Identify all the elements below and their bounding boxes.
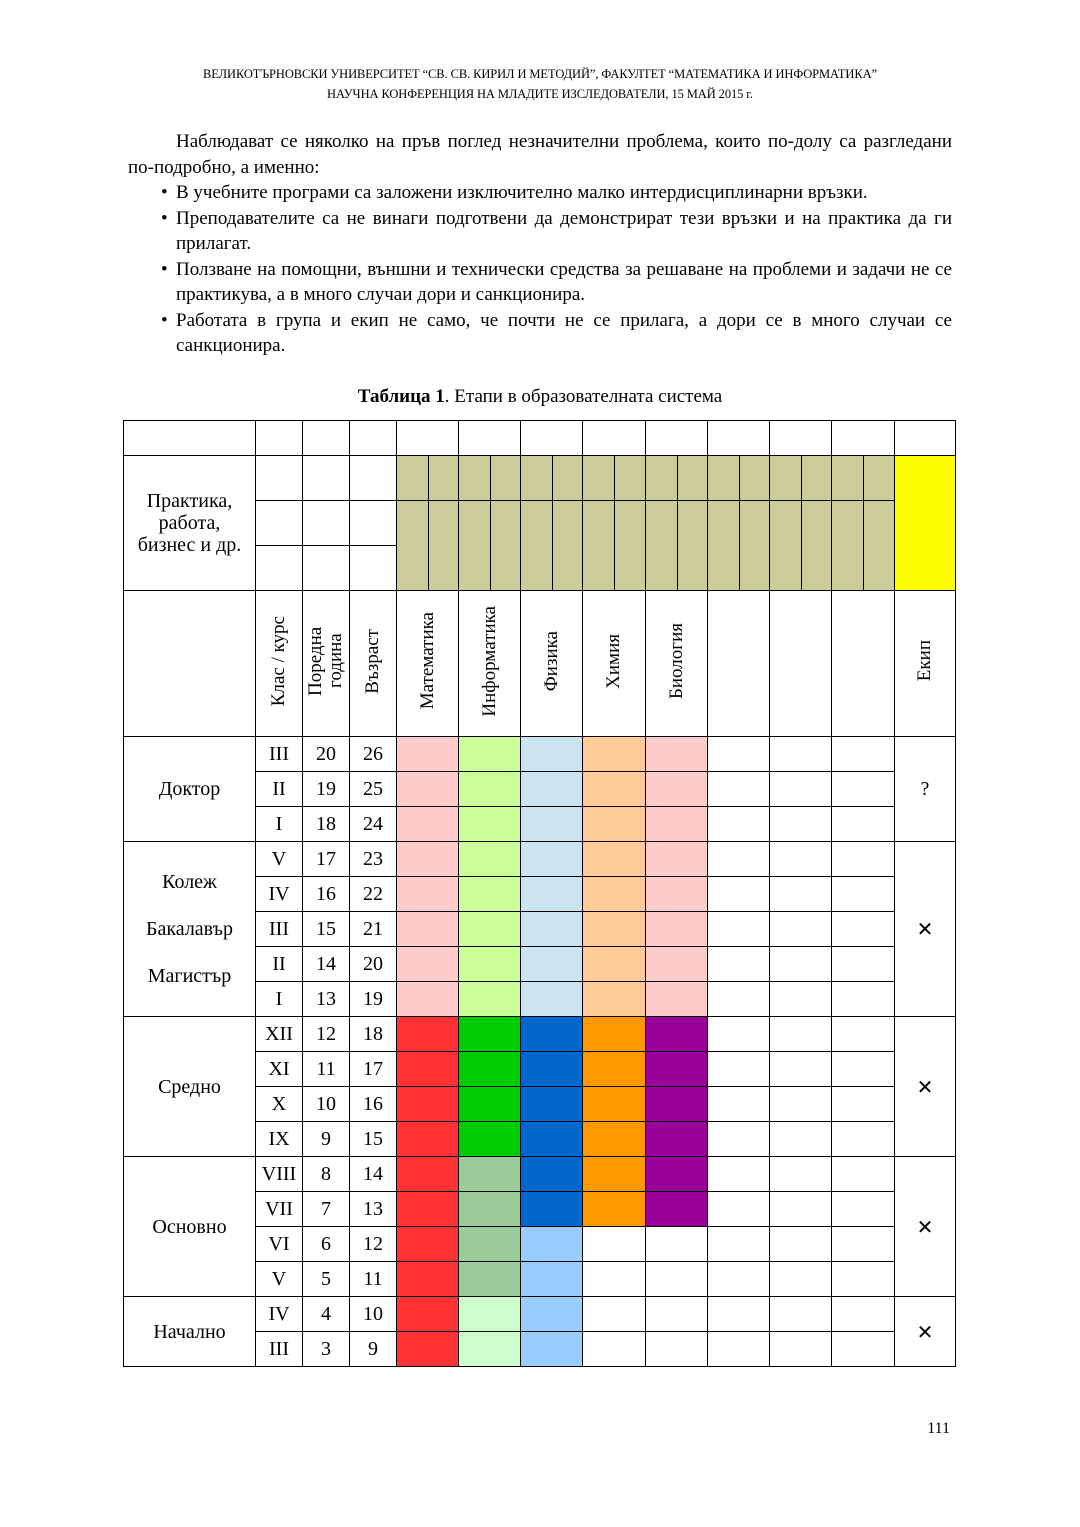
empty-cell (832, 807, 895, 842)
math-cell (397, 842, 459, 877)
practice-label: Практика, работа, бизнес и др. (124, 456, 256, 591)
problem-list (128, 180, 952, 359)
list-item: • Преподавателите са не винаги подготвени да демонстрират тези връзки и на практика да ги прилагат. (128, 206, 952, 257)
empty-cell (770, 772, 832, 807)
year-cell: 15 (303, 912, 350, 947)
year-cell: 16 (303, 877, 350, 912)
header-year: Поредна година (303, 591, 350, 737)
empty-cell (832, 1262, 895, 1297)
empty-cell (708, 1227, 770, 1262)
table-row (124, 456, 956, 501)
year-cell: 19 (303, 772, 350, 807)
informatics-cell (459, 877, 521, 912)
empty-cell (832, 737, 895, 772)
empty-cell (832, 947, 895, 982)
level-doctor: Доктор (124, 737, 256, 842)
empty-cell (708, 1297, 770, 1332)
informatics-cell (459, 1157, 521, 1192)
physics-cell (521, 1122, 583, 1157)
empty-cell (708, 912, 770, 947)
empty-cell (770, 1052, 832, 1087)
table-row (124, 737, 956, 772)
class-cell: VII (256, 1192, 303, 1227)
empty-cell (708, 772, 770, 807)
chemistry-cell (583, 737, 646, 772)
empty-cell (770, 1157, 832, 1192)
informatics-cell (459, 1297, 521, 1332)
year-cell: 9 (303, 1122, 350, 1157)
informatics-cell (459, 1087, 521, 1122)
list-item: • Ползване на помощни, външни и технически средства за решаване на проблеми и задачи не се практикува, а в много случаи дори и санкционира. (128, 257, 952, 308)
empty-cell (832, 1192, 895, 1227)
informatics-cell (459, 772, 521, 807)
empty-cell (770, 1017, 832, 1052)
physics-cell (521, 1052, 583, 1087)
empty-cell (770, 912, 832, 947)
empty-cell (832, 1017, 895, 1052)
physics-cell (521, 982, 583, 1017)
chemistry-cell (583, 1262, 646, 1297)
empty-cell (770, 1122, 832, 1157)
biology-cell (646, 1262, 708, 1297)
physics-cell (521, 1157, 583, 1192)
informatics-cell (459, 1122, 521, 1157)
year-cell: 12 (303, 1017, 350, 1052)
empty-cell (770, 982, 832, 1017)
biology-cell (646, 842, 708, 877)
class-cell: III (256, 912, 303, 947)
age-cell: 12 (350, 1227, 397, 1262)
chemistry-cell (583, 1227, 646, 1262)
biology-cell (646, 912, 708, 947)
class-cell: II (256, 947, 303, 982)
biology-cell (646, 1227, 708, 1262)
physics-cell (521, 1087, 583, 1122)
informatics-cell (459, 1227, 521, 1262)
year-cell: 8 (303, 1157, 350, 1192)
age-cell: 22 (350, 877, 397, 912)
level-basic: Основно (124, 1157, 256, 1297)
empty-cell (832, 1052, 895, 1087)
chemistry-cell (583, 912, 646, 947)
table-row (124, 842, 956, 877)
physics-cell (521, 807, 583, 842)
year-cell: 13 (303, 982, 350, 1017)
biology-cell (646, 1157, 708, 1192)
chemistry-cell (583, 1017, 646, 1052)
year-cell: 18 (303, 807, 350, 842)
cross-icon: ✕ (895, 1157, 956, 1297)
math-cell (397, 1192, 459, 1227)
class-cell: X (256, 1087, 303, 1122)
cross-icon: ✕ (895, 1297, 956, 1367)
header-team: Екип (895, 591, 956, 737)
biology-cell (646, 1192, 708, 1227)
list-item: • В учебните програми са заложени изключително малко интердисциплинарни връзки. (128, 180, 952, 206)
page-number: 111 (927, 1420, 950, 1437)
team-practice-cell (895, 456, 956, 591)
year-cell: 10 (303, 1087, 350, 1122)
chemistry-cell (583, 1192, 646, 1227)
age-cell: 18 (350, 1017, 397, 1052)
physics-cell (521, 947, 583, 982)
empty-cell (770, 1087, 832, 1122)
age-cell: 10 (350, 1297, 397, 1332)
informatics-cell (459, 982, 521, 1017)
table-header-row (124, 591, 956, 737)
list-item: • Работата в група и екип не само, че почти не се прилага, а дори се в много случаи се санкционира. (128, 308, 952, 359)
biology-cell (646, 772, 708, 807)
age-cell: 9 (350, 1332, 397, 1367)
age-cell: 13 (350, 1192, 397, 1227)
empty-cell (770, 842, 832, 877)
math-cell (397, 807, 459, 842)
informatics-cell (459, 737, 521, 772)
year-cell: 11 (303, 1052, 350, 1087)
informatics-cell (459, 947, 521, 982)
class-cell: IV (256, 1297, 303, 1332)
level-label-bachelor: Бакалавър (146, 918, 233, 940)
class-cell: VI (256, 1227, 303, 1262)
caption-text: . Етапи в образователната система (444, 386, 723, 407)
biology-cell (646, 1122, 708, 1157)
empty-cell (832, 877, 895, 912)
empty-cell (708, 807, 770, 842)
question-mark: ? (895, 737, 956, 842)
header-math: Математика (397, 591, 459, 737)
physics-cell (521, 1297, 583, 1332)
header-class: Клас / курс (256, 591, 303, 737)
body-text (128, 129, 952, 359)
informatics-cell (459, 912, 521, 947)
age-cell: 20 (350, 947, 397, 982)
math-cell (397, 1122, 459, 1157)
informatics-cell (459, 1262, 521, 1297)
intro-paragraph: Наблюдават се няколко на пръв поглед незначителни проблема, които по-долу са разгледани по-подробно, а именно: (128, 131, 952, 178)
chemistry-cell (583, 1087, 646, 1122)
header-age: Възраст (350, 591, 397, 737)
class-cell: XII (256, 1017, 303, 1052)
empty-cell (708, 737, 770, 772)
year-cell: 5 (303, 1262, 350, 1297)
informatics-cell (459, 842, 521, 877)
class-cell: XI (256, 1052, 303, 1087)
year-cell: 17 (303, 842, 350, 877)
empty-cell (832, 842, 895, 877)
physics-cell (521, 772, 583, 807)
header-biology: Биология (646, 591, 708, 737)
class-cell: III (256, 737, 303, 772)
empty-cell (832, 1122, 895, 1157)
age-cell: 23 (350, 842, 397, 877)
empty-cell (770, 1297, 832, 1332)
empty-cell (770, 1262, 832, 1297)
age-cell: 15 (350, 1122, 397, 1157)
math-cell (397, 982, 459, 1017)
math-cell (397, 737, 459, 772)
header-physics: Физика (521, 591, 583, 737)
physics-cell (521, 912, 583, 947)
chemistry-cell (583, 877, 646, 912)
empty-cell (708, 1262, 770, 1297)
class-cell: III (256, 1332, 303, 1367)
class-cell: IX (256, 1122, 303, 1157)
class-cell: V (256, 1262, 303, 1297)
empty-cell (832, 1087, 895, 1122)
biology-cell (646, 1052, 708, 1087)
chemistry-cell (583, 807, 646, 842)
empty-cell (832, 982, 895, 1017)
empty-cell (770, 1332, 832, 1367)
empty-cell (832, 1297, 895, 1332)
age-cell: 19 (350, 982, 397, 1017)
informatics-cell (459, 807, 521, 842)
physics-cell (521, 1227, 583, 1262)
biology-cell (646, 877, 708, 912)
math-cell (397, 1052, 459, 1087)
chemistry-cell (583, 947, 646, 982)
empty-cell (770, 737, 832, 772)
empty-cell (708, 1122, 770, 1157)
chemistry-cell (583, 772, 646, 807)
year-cell: 7 (303, 1192, 350, 1227)
informatics-cell (459, 1332, 521, 1367)
header-line-1: ВЕЛИКОТЪРНОВСКИ УНИВЕРСИТЕТ “СВ. СВ. КИРИЛ И МЕТОДИЙ”, ФАКУЛТЕТ “МАТЕМАТИКА И ИНФОРМАТИКА” (203, 67, 877, 81)
physics-cell (521, 1262, 583, 1297)
math-cell (397, 1227, 459, 1262)
math-cell (397, 912, 459, 947)
empty-cell (832, 1157, 895, 1192)
math-cell (397, 1297, 459, 1332)
empty-cell (708, 1017, 770, 1052)
biology-cell (646, 1297, 708, 1332)
class-cell: V (256, 842, 303, 877)
table-caption (0, 385, 1080, 409)
informatics-cell (459, 1017, 521, 1052)
cross-icon: ✕ (895, 842, 956, 1017)
level-label-master: Магистър (147, 965, 232, 987)
biology-cell (646, 737, 708, 772)
biology-cell (646, 982, 708, 1017)
header-informatics: Информатика (459, 591, 521, 737)
empty-cell (708, 1052, 770, 1087)
year-cell: 20 (303, 737, 350, 772)
age-cell: 14 (350, 1157, 397, 1192)
year-cell: 3 (303, 1332, 350, 1367)
informatics-cell (459, 1192, 521, 1227)
chemistry-cell (583, 1157, 646, 1192)
physics-cell (521, 1192, 583, 1227)
year-cell: 14 (303, 947, 350, 982)
math-cell (397, 1262, 459, 1297)
level-primary: Начално (124, 1297, 256, 1367)
math-cell (397, 772, 459, 807)
physics-cell (521, 1017, 583, 1052)
empty-cell (770, 807, 832, 842)
cross-icon: ✕ (895, 1017, 956, 1157)
physics-cell (521, 842, 583, 877)
empty-cell (708, 1087, 770, 1122)
empty-cell (832, 1227, 895, 1262)
chemistry-cell (583, 1122, 646, 1157)
age-cell: 25 (350, 772, 397, 807)
math-cell (397, 1332, 459, 1367)
empty-cell (770, 947, 832, 982)
biology-cell (646, 1017, 708, 1052)
empty-cell (708, 947, 770, 982)
table-row (124, 1017, 956, 1052)
physics-cell (521, 877, 583, 912)
class-cell: I (256, 982, 303, 1017)
empty-cell (708, 1157, 770, 1192)
running-header (0, 64, 1080, 104)
empty-cell (832, 912, 895, 947)
header-line-2: НАУЧНА КОНФЕРЕНЦИЯ НА МЛАДИТЕ ИЗСЛЕДОВАТЕЛИ, 15 МАЙ 2015 г. (327, 87, 753, 101)
empty-cell (708, 982, 770, 1017)
biology-cell (646, 947, 708, 982)
class-cell: I (256, 807, 303, 842)
data-rows (124, 737, 956, 1367)
level-college (124, 842, 256, 1017)
chemistry-cell (583, 982, 646, 1017)
age-cell: 16 (350, 1087, 397, 1122)
chemistry-cell (583, 842, 646, 877)
empty-cell (832, 772, 895, 807)
age-cell: 11 (350, 1262, 397, 1297)
age-cell: 24 (350, 807, 397, 842)
informatics-cell (459, 1052, 521, 1087)
chemistry-cell (583, 1052, 646, 1087)
chemistry-cell (583, 1297, 646, 1332)
year-cell: 4 (303, 1297, 350, 1332)
age-cell: 26 (350, 737, 397, 772)
chemistry-cell (583, 1332, 646, 1367)
empty-cell (708, 877, 770, 912)
level-label-college: Колеж (162, 871, 217, 893)
biology-cell (646, 1087, 708, 1122)
math-cell (397, 947, 459, 982)
age-cell: 17 (350, 1052, 397, 1087)
physics-cell (521, 1332, 583, 1367)
caption-label: Таблица 1 (357, 386, 445, 407)
year-cell: 6 (303, 1227, 350, 1262)
biology-cell (646, 1332, 708, 1367)
table-row (124, 421, 956, 456)
empty-cell (708, 1332, 770, 1367)
empty-cell (770, 877, 832, 912)
level-secondary: Средно (124, 1017, 256, 1157)
biology-cell (646, 807, 708, 842)
education-stages-table (123, 420, 956, 1367)
header-chemistry: Химия (583, 591, 646, 737)
empty-cell (770, 1227, 832, 1262)
class-cell: II (256, 772, 303, 807)
math-cell (397, 877, 459, 912)
class-cell: IV (256, 877, 303, 912)
age-cell: 21 (350, 912, 397, 947)
physics-cell (521, 737, 583, 772)
table-row (124, 1297, 956, 1332)
empty-cell (770, 1192, 832, 1227)
math-cell (397, 1157, 459, 1192)
empty-cell (708, 842, 770, 877)
math-cell (397, 1017, 459, 1052)
empty-cell (832, 1332, 895, 1367)
math-cell (397, 1087, 459, 1122)
empty-cell (708, 1192, 770, 1227)
class-cell: VIII (256, 1157, 303, 1192)
table-row (124, 1157, 956, 1192)
